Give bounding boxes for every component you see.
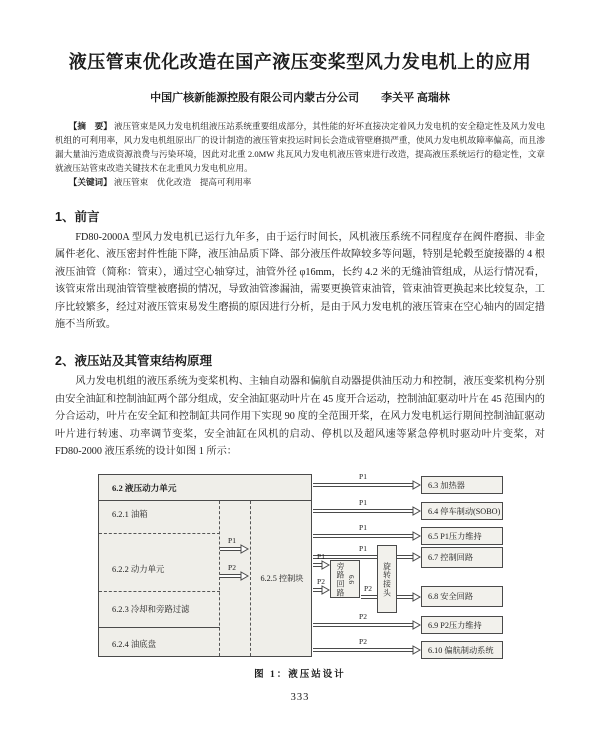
- box-heater: 6.3 加热器: [421, 476, 503, 494]
- line-label-p1: P1: [359, 472, 367, 482]
- box-p2-pressure-hold: 6.9 P2压力维持: [421, 616, 503, 634]
- rotary-joint-label: 旋转接头: [382, 561, 392, 598]
- keywords-text: 液压管束 优化改造 提高可利用率: [113, 177, 252, 187]
- bypass-circuit-label: 旁路回路: [336, 561, 345, 598]
- box-safety-circuit: 6.8 安全回路: [421, 586, 503, 607]
- row-oil-sump: 6.2.4 油底盘: [112, 640, 156, 650]
- hydraulic-power-unit-box: [98, 474, 312, 657]
- bypass-circuit-box: [330, 560, 360, 598]
- page-number: 333: [290, 692, 310, 704]
- vertical-divider: [219, 501, 220, 656]
- power-unit-header: 6.2 液压动力单元: [99, 475, 311, 501]
- inner-label-p2: P2: [228, 563, 236, 573]
- line-label-p1: P1: [359, 498, 367, 508]
- section-1-paragraph: FD80-2000A 型风力发电机已运行九年多，由于运行时间长，风机液压系统不同程度存在阀件磨损、非金属件老化、液压密封件性能下降，液压油品质下降、部分液压件故障较多等问题，特别是轮毂至旋接器的 4 根液压油管（简称：管束），通过空心轴穿过，油管外径 φ16mm，长约 4.2 米的无缝油管组成，从运行情况看，该管束常出现油管管壁被磨损的情况，导致油管渗漏油，需要更换管束油管，管束油管更换起来比较复杂，工序比较繁多，经过对液压管束易发生磨损的原因进行分析，是由于风力发电机的液压管束在空心轴内的固定措施不当所致。: [55, 232, 545, 331]
- row-cooling-bypass-filter: 6.2.3 冷却和旁路过滤: [112, 605, 190, 615]
- abstract-text: 液压管束是风力发电机组液压站系统重要组成部分，其性能的好坏直接决定着风力发电机的安全稳定性及风力发电机组的可利用率，风力发电机组原出厂的设计制造的液压管束投运时间长会造成管壁磨损严重，使风力发电机故障率偏高，而且渗漏大量油污造成资源浪费与污染环境，因此对北重 2.0MW 兆瓦风力发电机液压管束进行改造，提高液压系统运行的稳定性，文章就液压站管束改造关键技术在北重风力发电机应用。: [55, 121, 545, 173]
- bypass-label-p1: P1: [317, 552, 325, 562]
- row-power-unit: 6.2.2 动力单元: [112, 565, 165, 575]
- abstract-paragraph: [55, 119, 545, 175]
- inner-label-p1: P1: [228, 536, 236, 546]
- row-separator: [99, 591, 220, 592]
- paper-page: [0, 48, 600, 735]
- keywords-label: 【关键词】: [68, 177, 112, 187]
- abstract-label: 【摘 要】: [68, 121, 112, 131]
- figure-1-hydraulic-station-diagram: [0, 470, 600, 662]
- line-label-p1: P1: [359, 544, 367, 554]
- section-2-paragraph: 风力发电机组的液压系统为变桨机构、主轴自动器和偏航自动器提供油压动力和控制，液压变桨机构分别由安全油缸和控制油缸两个部分组成，安全油缸驱动叶片在 45 度开合运动，控制油缸驱动叶片在 45 范围内的分合运动，叶片在安全缸和控制缸共同作用下实现 90 度的全范围开桨，在风力发电机运行期间控制油缸驱动叶片进行转速、功率调节变桨，安全油缸在风机的启动、停机以及超风速等紧急停机时驱动叶片变桨，对 FD80-2000 液压系统的设计如图 1 所示：: [55, 376, 545, 458]
- line-label-p2: P2: [364, 584, 372, 594]
- bypass-label-p2: P2: [317, 577, 325, 587]
- box-control-circuit: 6.7 控制回路: [421, 547, 503, 568]
- rotary-joint-box: [377, 545, 397, 613]
- line-label-p1: P1: [359, 523, 367, 533]
- box-yaw-brake-system: 6.10 偏航制动系统: [421, 641, 503, 659]
- row-separator: [99, 533, 220, 534]
- keywords-line: [55, 175, 545, 189]
- authors-line: 中国广核新能源控股有限公司内蒙古分公司 李关平 高瑞林: [150, 92, 450, 104]
- row-oil-tank: 6.2.1 油箱: [112, 510, 148, 520]
- line-label-p2: P2: [359, 637, 367, 647]
- figure-caption: 图 1：液压站设计: [254, 670, 346, 681]
- bypass-circuit-number: 6.6: [347, 574, 355, 584]
- section-2-heading: 2、液压站及其管束结构原理: [55, 354, 212, 369]
- line-label-p2: P2: [359, 612, 367, 622]
- paper-title: 液压管束优化改造在国产液压变桨型风力发电机上的应用: [68, 52, 532, 72]
- section-1-heading: 1、前言: [55, 210, 100, 224]
- box-p1-pressure-hold: 6.5 P1压力维持: [421, 527, 503, 545]
- control-block-label: 6.2.5 控制块: [260, 574, 304, 584]
- box-parking-brake-sobo: 6.4 停车制动(SOBO): [421, 502, 503, 520]
- row-separator: [99, 627, 220, 628]
